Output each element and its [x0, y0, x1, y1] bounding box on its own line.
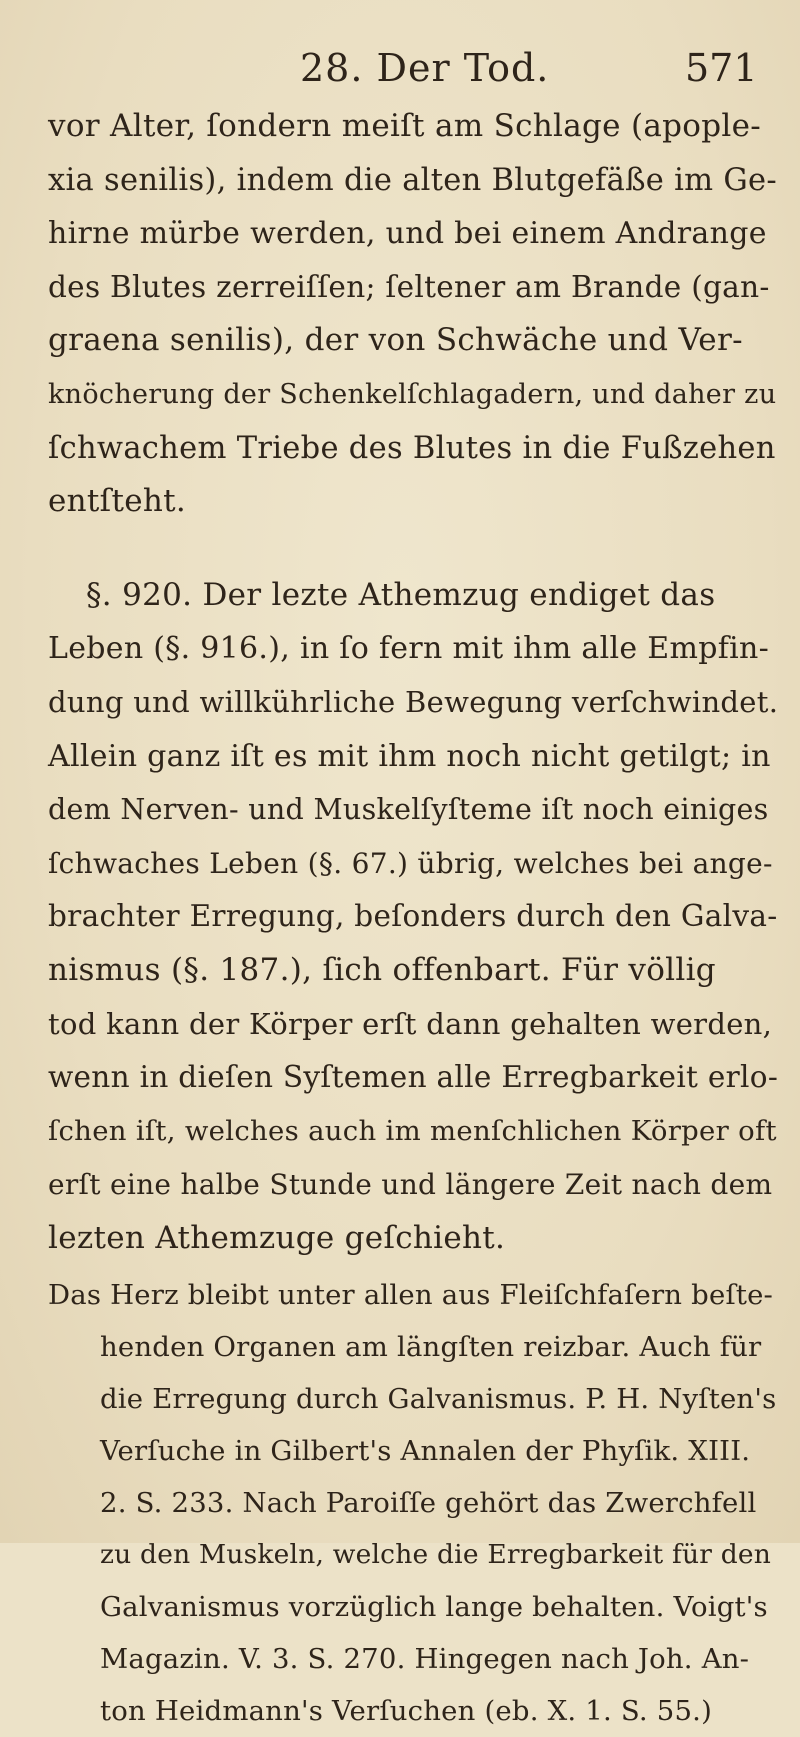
note-line: Magazin. V. 3. S. 270. Hingegen nach Joh. An- — [100, 1643, 750, 1676]
note-line: ton Heidmann's Verſuchen (eb. X. 1. S. 55.) — [100, 1695, 713, 1728]
page-number: 571 — [685, 46, 758, 90]
note-line: die Erregung durch Galvanismus. P. H. Nyſten's — [100, 1383, 777, 1416]
text-line: dem Nerven- und Muskelſyſteme iſt noch einiges — [48, 793, 769, 827]
text-line: ſchen iſt, welches auch im menſchlichen Körper oft — [48, 1114, 777, 1147]
text-line: hirne mürbe werden, und bei einem Andrange — [48, 216, 767, 252]
text-line: Allein ganz iſt es mit ihm noch nicht getilgt; in — [48, 738, 771, 774]
text-line: lezten Athemzuge geſchieht. — [48, 1219, 506, 1256]
note-line: henden Organen am längſten reizbar. Auch für — [100, 1331, 762, 1364]
text-line: tod kann der Körper erſt dann gehalten werden, — [48, 1006, 773, 1041]
note-line: Das Herz bleibt unter allen aus Fleiſchfaſern beſte- — [48, 1279, 774, 1312]
text-line: Leben (§. 916.), in ſo fern mit ihm alle Empfin- — [48, 631, 770, 667]
note-line: Galvanismus vorzüglich lange behalten. Voigt's — [100, 1591, 768, 1624]
paragraph-gap — [48, 529, 778, 569]
text-line: ſchwaches Leben (§. 67.) übrig, welches bei ange- — [48, 846, 773, 880]
note-line: zu den Muskeln, welche die Erregbarkeit für den — [100, 1539, 772, 1571]
paragraph-920 — [48, 569, 778, 1266]
text-line: graena senilis), der von Schwäche und Ver- — [48, 322, 743, 359]
text-line: nismus (§. 187.), ſich offenbart. Für völlig — [48, 951, 716, 988]
text-line: erſt eine halbe Stunde und längere Zeit nach dem — [48, 1168, 773, 1202]
text-line: xia senilis), indem die alten Blutgefäße im Ge- — [48, 162, 778, 198]
text-line: wenn in dieſen Syſtemen alle Erregbarkeit erlo- — [48, 1060, 779, 1095]
text-line: §. 920. Der lezte Athemzug endiget das — [86, 576, 716, 613]
running-title: 28. Der Tod. — [300, 46, 550, 90]
body-text — [48, 100, 778, 1737]
text-line: brachter Erregung, beſonders durch den Galva- — [48, 899, 778, 934]
text-line: ſchwachem Triebe des Blutes in die Fußzehen — [48, 430, 776, 466]
note-line: Verſuche in Gilbert's Annalen der Phyſik. XIII. — [100, 1435, 751, 1468]
text-line: des Blutes zerreiſſen; ſeltener am Brande (gan- — [48, 269, 770, 304]
text-line: knöcherung der Schenkelſchlagadern, und daher zu — [48, 378, 777, 410]
footnote-block — [48, 1269, 778, 1737]
text-line: dung und willkührliche Bewegung verſchwindet. — [48, 684, 779, 719]
text-line: entſteht. — [48, 483, 187, 520]
text-line: vor Alter, ſondern meiſt am Schlage (apople- — [48, 108, 762, 144]
page-header — [0, 46, 800, 96]
paragraph-continued — [48, 100, 778, 529]
note-line: 2. S. 233. Nach Paroiſſe gehört das Zwerchfell — [100, 1487, 757, 1520]
